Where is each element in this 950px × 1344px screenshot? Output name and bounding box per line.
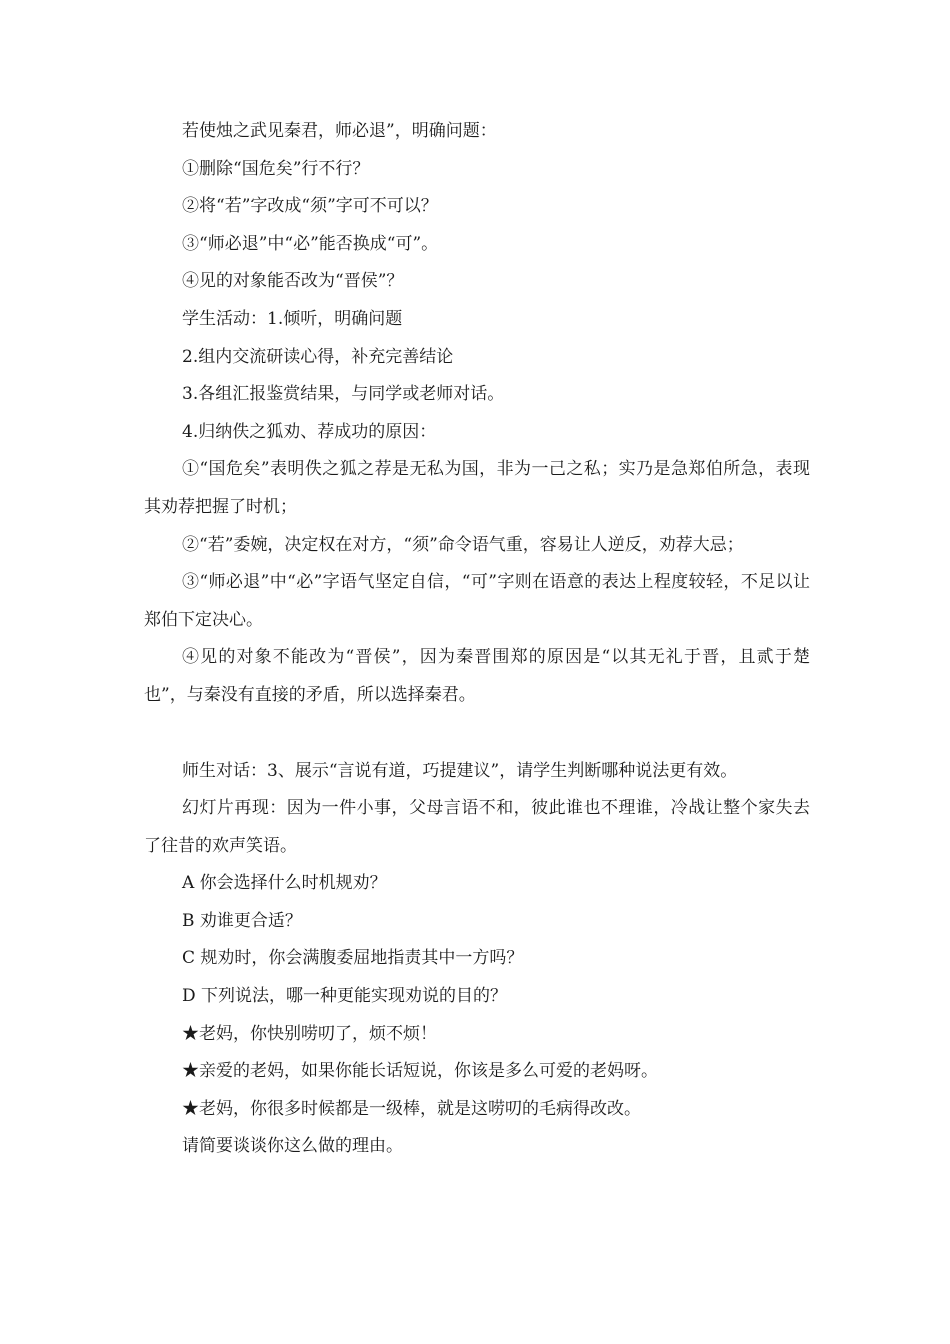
question-item: C 规劝时，你会满腹委屈地指责其中一方吗？ — [182, 948, 524, 969]
paragraph: ②将“若”字改成“须”字可不可以？ — [182, 196, 438, 217]
paragraph: ③“师必退”中“必”字语气坚定自信，“可”字则在语意的表达上程度较轻，不足以让郑伯下定决心。 — [144, 572, 810, 630]
paragraph: ④见的对象能否改为“晋侯”？ — [182, 271, 404, 292]
paragraph: ③“师必退”中“必”能否换成“可”。 — [182, 233, 439, 254]
paragraph: ①“国危矣”表明佚之狐之荐是无私为国，非为一己之私；实乃是急郑伯所急，表现其劝荐把握了时机； — [144, 459, 810, 517]
paragraph: 幻灯片再现：因为一件小事，父母言语不和，彼此谁也不理谁，冷战让整个家失去了往昔的欢声笑语。 — [144, 798, 810, 856]
paragraph: 3.各组汇报鉴赏结果，与同学或老师对话。 — [182, 384, 505, 405]
paragraph: 学生活动：1.倾听，明确问题 — [182, 308, 403, 329]
paragraph: 若使烛之武见秦君，师必退”，明确问题： — [182, 121, 497, 141]
question-item: A 你会选择什么时机规劝？ — [182, 873, 387, 894]
document-body — [144, 113, 810, 1166]
paragraph: ④见的对象不能改为“晋侯”，因为秦晋围郑的原因是“以其无礼于晋，且贰于楚也”，与秦没有直接的矛盾，所以选择秦君。 — [144, 647, 810, 705]
paragraph: ②“若”委婉，决定权在对方，“须”命令语气重，容易让人逆反，劝荐大忌； — [182, 534, 744, 555]
question-item: D 下列说法，哪一种更能实现劝说的目的？ — [182, 986, 508, 1007]
paragraph: 请简要谈谈你这么做的理由。 — [182, 1136, 403, 1157]
option-item: ★老妈，你很多时候都是一级棒，就是这唠叨的毛病得改改。 — [182, 1098, 641, 1119]
paragraph: ①删除“国危矣”行不行？ — [182, 158, 370, 179]
paragraph: 师生对话：3、展示“言说有道，巧提建议”，请学生判断哪种说法更有效。 — [182, 760, 738, 781]
option-item: ★老妈，你快别唠叨了，烦不烦！ — [182, 1023, 437, 1044]
option-item: ★亲爱的老妈，如果你能长话短说，你该是多么可爱的老妈呀。 — [182, 1061, 658, 1082]
paragraph: 2.组内交流研读心得，补充完善结论 — [182, 346, 454, 367]
blank-line — [144, 715, 810, 753]
paragraph: 4.归纳佚之狐劝、荐成功的原因： — [182, 421, 437, 442]
question-item: B 劝谁更合适？ — [182, 910, 302, 931]
